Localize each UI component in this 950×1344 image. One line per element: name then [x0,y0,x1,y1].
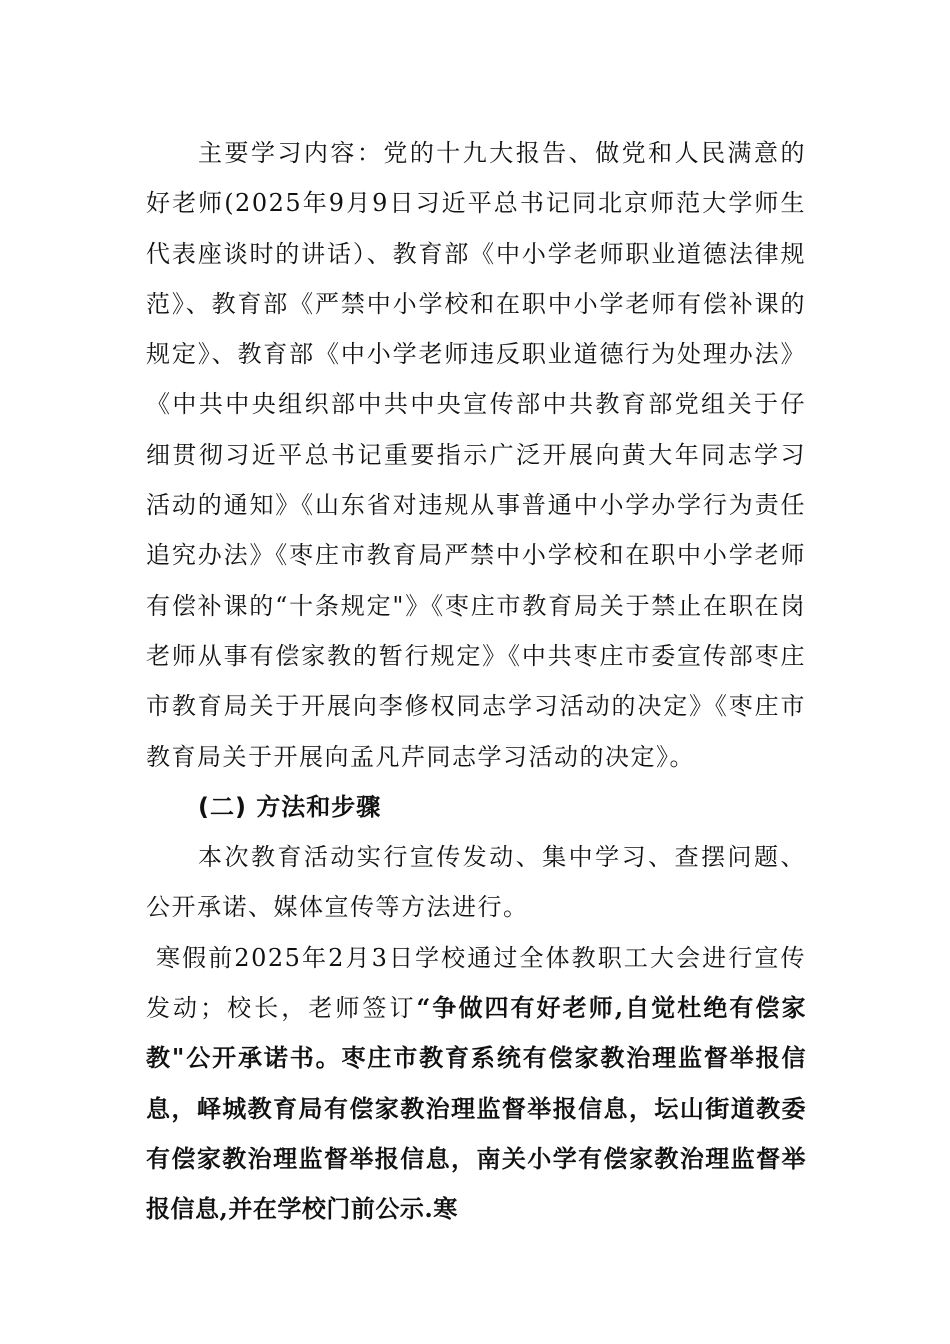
section-heading-methods: (二) 方法和步骤 [198,792,382,821]
commitment-and-reporting-text: “争做四有好老师,自觉杜绝有偿家教"公开承诺书。枣庄市教育系统有偿家教治理监督举报信息，峄城教育局有偿家教治理监督举报信息，坛山街道教委有偿家教治理监督举报信息，南关小学有偿家教治理监督举报信息,并在学校门前公示.寒 [146,993,806,1224]
winter-break-paragraph [146,933,806,1235]
methods-paragraph: 本次教育活动实行宣传发动、集中学习、查摆问题、公开承诺、媒体宣传等方法进行。 [146,843,806,922]
study-contents-paragraph: 主要学习内容：党的十九大报告、做党和人民满意的好老师(2025年9月9日习近平总书记同北京师范大学师生代表座谈时的讲话）、教育部《中小学老师职业道德法律规范》、教育部《严禁中小学校和在职中小学老师有偿补课的规定》、教育部《中小学老师违反职业道德行为处理办法》《中共中央组织部中共中央宣传部中共教育部党组关于仔细贯彻习近平总书记重要指示广泛开展向黄大年同志学习活动的通知》《山东省对违规从事普通中小学办学行为责任追究办法》《枣庄市教育局严禁中小学校和在职中小学老师有偿补课的“十条规定"》《枣庄市教育局关于禁止在职在岗老师从事有偿家教的暂行规定》《中共枣庄市委宣传部枣庄市教育局关于开展向李修权同志学习活动的决定》《枣庄市教育局关于开展向孟凡芹同志学习活动的决定》。 [146,139,806,771]
winter-break-text: 寒假前2025年2月3日学校通过全体教职工大会进行宣传发动；校长，老师签订 [146,943,806,1023]
document-page [146,128,806,1235]
